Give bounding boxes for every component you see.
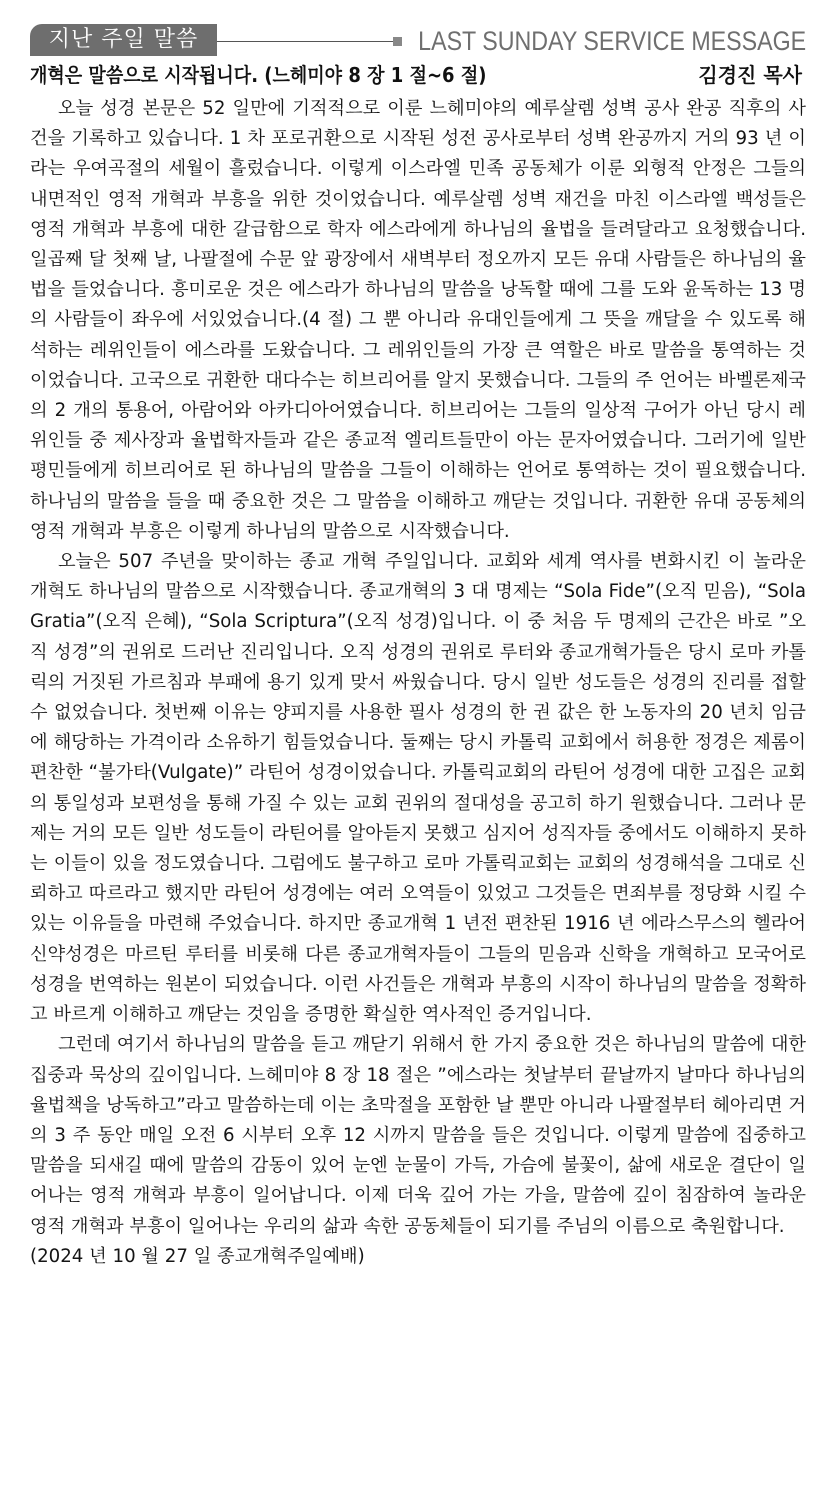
sermon-body <box>30 94 806 1272</box>
paragraph: 오늘 성경 본문은 52 일만에 기적적으로 이룬 느헤미야의 예루살렘 성벽 공사 완공 직후의 사건을 기록하고 있습니다. 1 차 포로귀환으로 시작된 성전 공사로부터 성벽 완공까지 거의 93 년 이라는 우여곡절의 세월이 흘렀습니다. 이렇게 이스라엘 민족 공동체가 이룬 외형적 안정은 그들의 내면적인 영적 개혁과 부흥을 위한 것이었습니다. 예루살렘 성벽 재건을 마친 이스라엘 백성들은 영적 개혁과 부흥에 대한 갈급함으로 학자 에스라에게 하나님의 율법을 들려달라고 요청했습니다. 일곱째 달 첫째 날, 나팔절에 수문 앞 광장에서 새벽부터 정오까지 모든 유대 사람들은 하나님의 율법을 들었습니다. 흥미로운 것은 에스라가 하나님의 말씀을 낭독할 때에 그를 도와 윤독하는 13 명의 사람들이 좌우에 서있었습니다.(4 절) 그 뿐 아니라 유대인들에게 그 뜻을 깨달을 수 있도록 해석하는 레위인들이 에스라를 도왔습니다. 그 레위인들의 가장 큰 역할은 바로 말씀을 통역하는 것이었습니다. 고국으로 귀환한 대다수는 히브리어를 알지 못했습니다. 그들의 주 언어는 바벨론제국의 2 개의 통용어, 아람어와 아카디아어였습니다. 히브리어는 그들의 일상적 구어가 아닌 당시 레위인들 중 제사장과 율법학자들과 같은 종교적 엘리트들만이 아는 문자어였습니다. 그러기에 일반 평민들에게 히브리어로 된 하나님의 말씀을 그들이 이해하는 언어로 통역하는 것이 필요했습니다. 하나님의 말씀을 들을 때 중요한 것은 그 말씀을 이해하고 깨닫는 것입니다. 귀환한 유대 공동체의 영적 개혁과 부흥은 이렇게 하나님의 말씀으로 시작했습니다. <box>30 98 806 542</box>
preacher-name: 김경진 목사 <box>698 63 802 87</box>
section-header <box>30 24 806 58</box>
section-badge: 지난 주일 말씀 <box>30 24 217 56</box>
english-section-title: LAST SUNDAY SERVICE MESSAGE <box>418 26 806 56</box>
sermon-title-row <box>30 60 802 90</box>
header-divider-line <box>217 41 395 42</box>
service-date-note: (2024 년 10 월 27 일 종교개혁주일예배) <box>30 1245 365 1267</box>
square-bullet-icon <box>393 37 402 46</box>
paragraph: 그런데 여기서 하나님의 말씀을 듣고 깨닫기 위해서 한 가지 중요한 것은 하나님의 말씀에 대한 집중과 묵상의 깊이입니다. 느헤미야 8 장 18 절은 ”에스라는 첫날부터 끝날까지 날마다 하나님의 율법책을 낭독하고”라고 말씀하는데 이는 초막절을 포함한 날 뿐만 아니라 나팔절부터 헤아리면 거의 3 주 동안 매일 오전 6 시부터 오후 12 시까지 말씀을 들은 것입니다. 이렇게 말씀에 집중하고 말씀을 되새길 때에 말씀의 감동이 있어 눈엔 눈물이 가득, 가슴에 불꽃이, 삶에 새로운 결단이 일어나는 영적 개혁과 부흥이 일어납니다. 이제 더욱 깊어 가는 가을, 말씀에 깊이 침잠하여 놀라운 영적 개혁과 부흥이 일어나는 우리의 삶과 속한 공동체들이 되기를 주님의 이름으로 축원합니다. <box>30 1034 806 1237</box>
sermon-title: 개혁은 말씀으로 시작됩니다. (느헤미야 8 장 1 절~6 절) <box>30 63 487 87</box>
paragraph: 오늘은 507 주년을 맞이하는 종교 개혁 주일입니다. 교회와 세계 역사를 변화시킨 이 놀라운 개혁도 하나님의 말씀으로 시작했습니다. 종교개혁의 3 대 명제는 “Sola Fide”(오직 믿음), “Sola Gratia”(오직 은혜), “Sola Scriptura”(오직 성경)입니다. 이 중 처음 두 명제의 근간은 바로 ”오직 성경”의 권위로 드러난 진리입니다. 오직 성경의 권위로 루터와 종교개혁가들은 당시 로마 카톨릭의 거짓된 가르침과 부패에 용기 있게 맞서 싸웠습니다. 당시 일반 성도들은 성경의 진리를 접할 수 없었습니다. 첫번째 이유는 양피지를 사용한 필사 성경의 한 권 값은 한 노동자의 20 년치 임금에 해당하는 가격이라 소유하기 힘들었습니다. 둘째는 당시 카톨릭 교회에서 허용한 정경은 제롬이 편찬한 “불가타(Vulgate)” 라틴어 성경이었습니다. 카톨릭교회의 라틴어 성경에 대한 고집은 교회의 통일성과 보편성을 통해 가질 수 있는 교회 권위의 절대성을 공고히 하기 원했습니다. 그러나 문제는 거의 모든 일반 성도들이 라틴어를 알아듣지 못했고 심지어 성직자들 중에서도 이해하지 못하는 이들이 있을 정도였습니다. 그럼에도 불구하고 로마 가톨릭교회는 교회의 성경해석을 그대로 신뢰하고 따르라고 했지만 라틴어 성경에는 여러 오역들이 있었고 그것들은 면죄부를 정당화 시킬 수 있는 이유들을 마련해 주었습니다. 하지만 종교개혁 1 년전 편찬된 1916 년 에라스무스의 헬라어 신약성경은 마르틴 루터를 비롯해 다른 종교개혁자들이 그들의 믿음과 신학을 개혁하고 모국어로 성경을 번역하는 원본이 되었습니다. 이런 사건들은 개혁과 부흥의 시작이 하나님의 말씀을 정확하고 바르게 이해하고 깨닫는 것임을 증명한 확실한 역사적인 증거입니다. <box>30 551 806 1026</box>
